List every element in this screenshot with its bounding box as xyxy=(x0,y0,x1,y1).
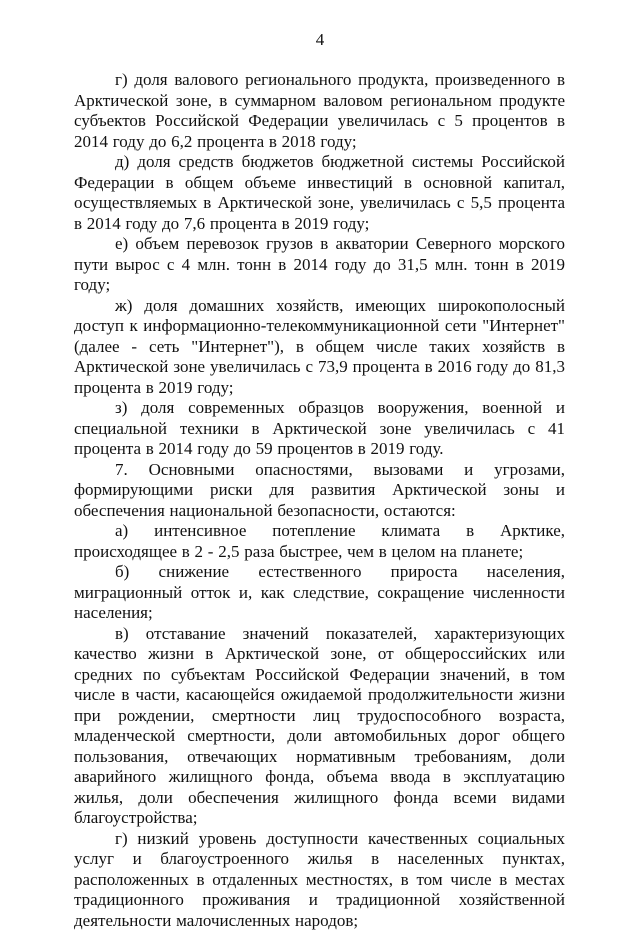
paragraph-item-v-quality-of-life: в) отставание значений показателей, характеризующих качество жизни в Арктической зоне, от общероссийских или средних по субъектам Российской Федерации значений, в том числе в части, касающейся ожидаемой продолжительности жизни при рождении, смертности лиц трудоспособного возраста, младенческой смертности, доли автомобильных дорог общего пользования, отвечающих нормативным требованиям, доли аварийного жилищного фонда, объема ввода в эксплуатацию жилья, доли обеспечения жилищного фонда всеми видами благоустройства; xyxy=(74,624,565,829)
paragraph-item-z-weapons: з) доля современных образцов вооружения, военной и специальной техники в Арктической зоне увеличилась с 41 процента в 2014 году до 59 процентов в 2019 году. xyxy=(74,398,565,460)
paragraph-section-7: 7. Основными опасностями, вызовами и угрозами, формирующими риски для развития Арктической зоны и обеспечения национальной безопасности, остаются: xyxy=(74,460,565,522)
paragraph-item-e-cargo: е) объем перевозок грузов в акватории Северного морского пути вырос с 4 млн. тонн в 2014 году до 31,5 млн. тонн в 2019 году; xyxy=(74,234,565,296)
paragraph-item-g-social-services: г) низкий уровень доступности качественных социальных услуг и благоустроенного жилья в населенных пунктах, расположенных в отдаленных местностях, в том числе в местах традиционного проживания и традиционной хозяйственной деятельности малочисленных народов; xyxy=(74,829,565,931)
page-number: 4 xyxy=(0,30,640,50)
paragraph-item-d-budget: д) доля средств бюджетов бюджетной системы Российской Федерации в общем объеме инвестиций в основной капитал, осуществляемых в Арктической зоне, увеличилась с 5,5 процента в 2014 году до 7,6 процента в 2019 году; xyxy=(74,152,565,234)
paragraph-item-g-grp: г) доля валового регионального продукта, произведенного в Арктической зоне, в суммарном валовом региональном продукте субъектов Российской Федерации увеличилась с 5 процентов в 2014 году до 6,2 процента в 2018 году; xyxy=(74,70,565,152)
paragraph-item-a-climate: а) интенсивное потепление климата в Арктике, происходящее в 2 - 2,5 раза быстрее, чем в целом на планете; xyxy=(74,521,565,562)
paragraph-item-zh-internet: ж) доля домашних хозяйств, имеющих широкополосный доступ к информационно-телекоммуникационной сети "Интернет" (далее - сеть "Интернет"), в общем числе таких хозяйств в Арктической зоне увеличилась с 73,9 процента в 2016 году до 81,3 процента в 2019 году; xyxy=(74,296,565,399)
document-body xyxy=(74,70,565,931)
paragraph-item-b-population: б) снижение естественного прироста населения, миграционный отток и, как следствие, сокращение численности населения; xyxy=(74,562,565,624)
